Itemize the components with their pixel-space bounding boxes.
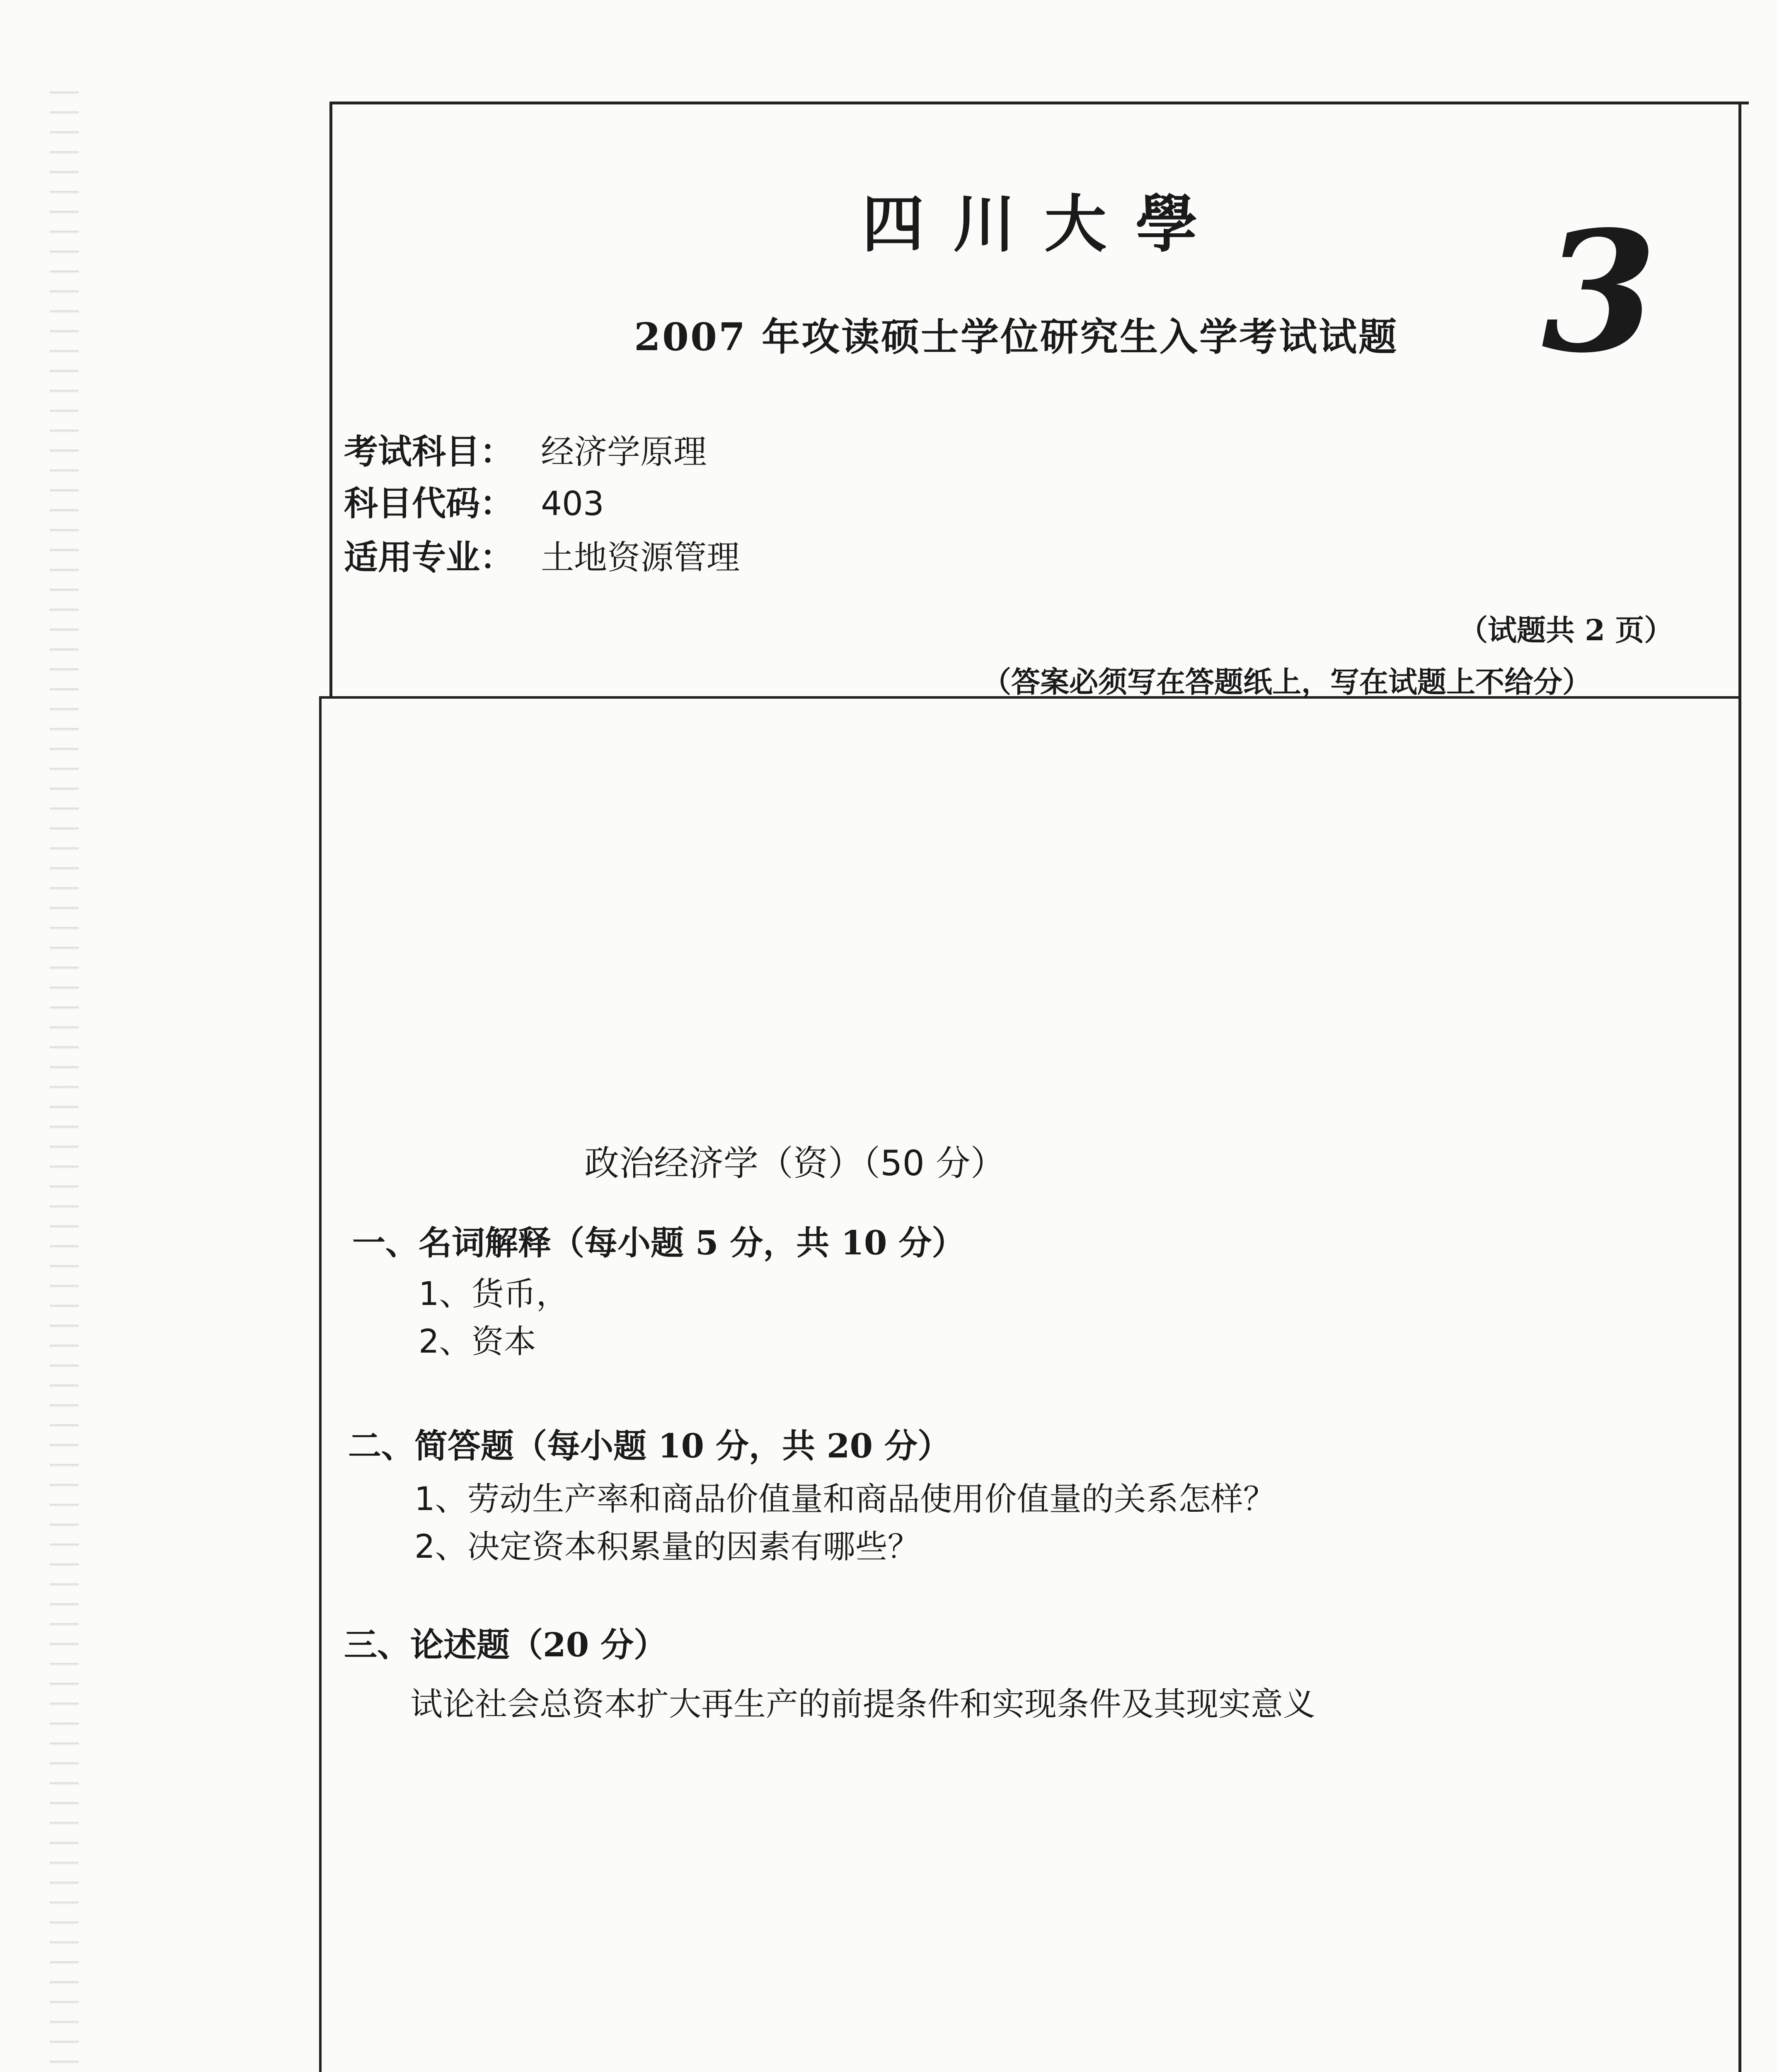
scan-edge-left bbox=[50, 75, 79, 2072]
question-item: 试论社会总资本扩大再生产的前提条件和实现条件及其现实意义 bbox=[410, 1686, 1316, 1723]
question-heading-1: 一、名词解释（每小题 5 分，共 10 分） bbox=[352, 1223, 965, 1262]
handwritten-mark: 3 bbox=[1542, 195, 1657, 390]
field-label: 适用专业： bbox=[344, 537, 514, 577]
question-item: 1、货币， bbox=[419, 1276, 569, 1313]
field-value: 403 bbox=[541, 484, 604, 523]
frame-right bbox=[1738, 102, 1741, 2072]
university-name: 四川大學 bbox=[862, 188, 1227, 261]
pages-note: （试题共 2 页） bbox=[1459, 613, 1673, 647]
field-subject bbox=[344, 425, 707, 473]
field-value: 经济学原理 bbox=[541, 433, 707, 471]
frame-top bbox=[332, 102, 1749, 104]
section-title: 政治经济学（资）（50 分） bbox=[584, 1143, 1005, 1184]
question-item: 2、资本 bbox=[419, 1323, 536, 1360]
frame-left-lower bbox=[319, 696, 322, 2072]
question-item: 2、决定资本积累量的因素有哪些？ bbox=[414, 1528, 920, 1566]
question-heading-3: 三、论述题（20 分） bbox=[344, 1625, 667, 1664]
field-code bbox=[344, 477, 604, 525]
field-major bbox=[344, 530, 740, 579]
question-item: 1、劳动生产率和商品价值量和商品使用价值量的关系怎样？ bbox=[414, 1481, 1276, 1518]
question-heading-2: 二、简答题（每小题 10 分，共 20 分） bbox=[348, 1426, 951, 1465]
exam-title: 2007 年攻读硕士学位研究生入学考试试题 bbox=[634, 315, 1399, 359]
field-value: 土地资源管理 bbox=[541, 538, 740, 577]
field-label: 考试科目： bbox=[344, 432, 514, 472]
field-label: 科目代码： bbox=[344, 484, 514, 523]
answer-note: （答案必须写在答题纸上，写在试题上不给分） bbox=[982, 665, 1591, 699]
frame-left-upper bbox=[329, 102, 332, 698]
